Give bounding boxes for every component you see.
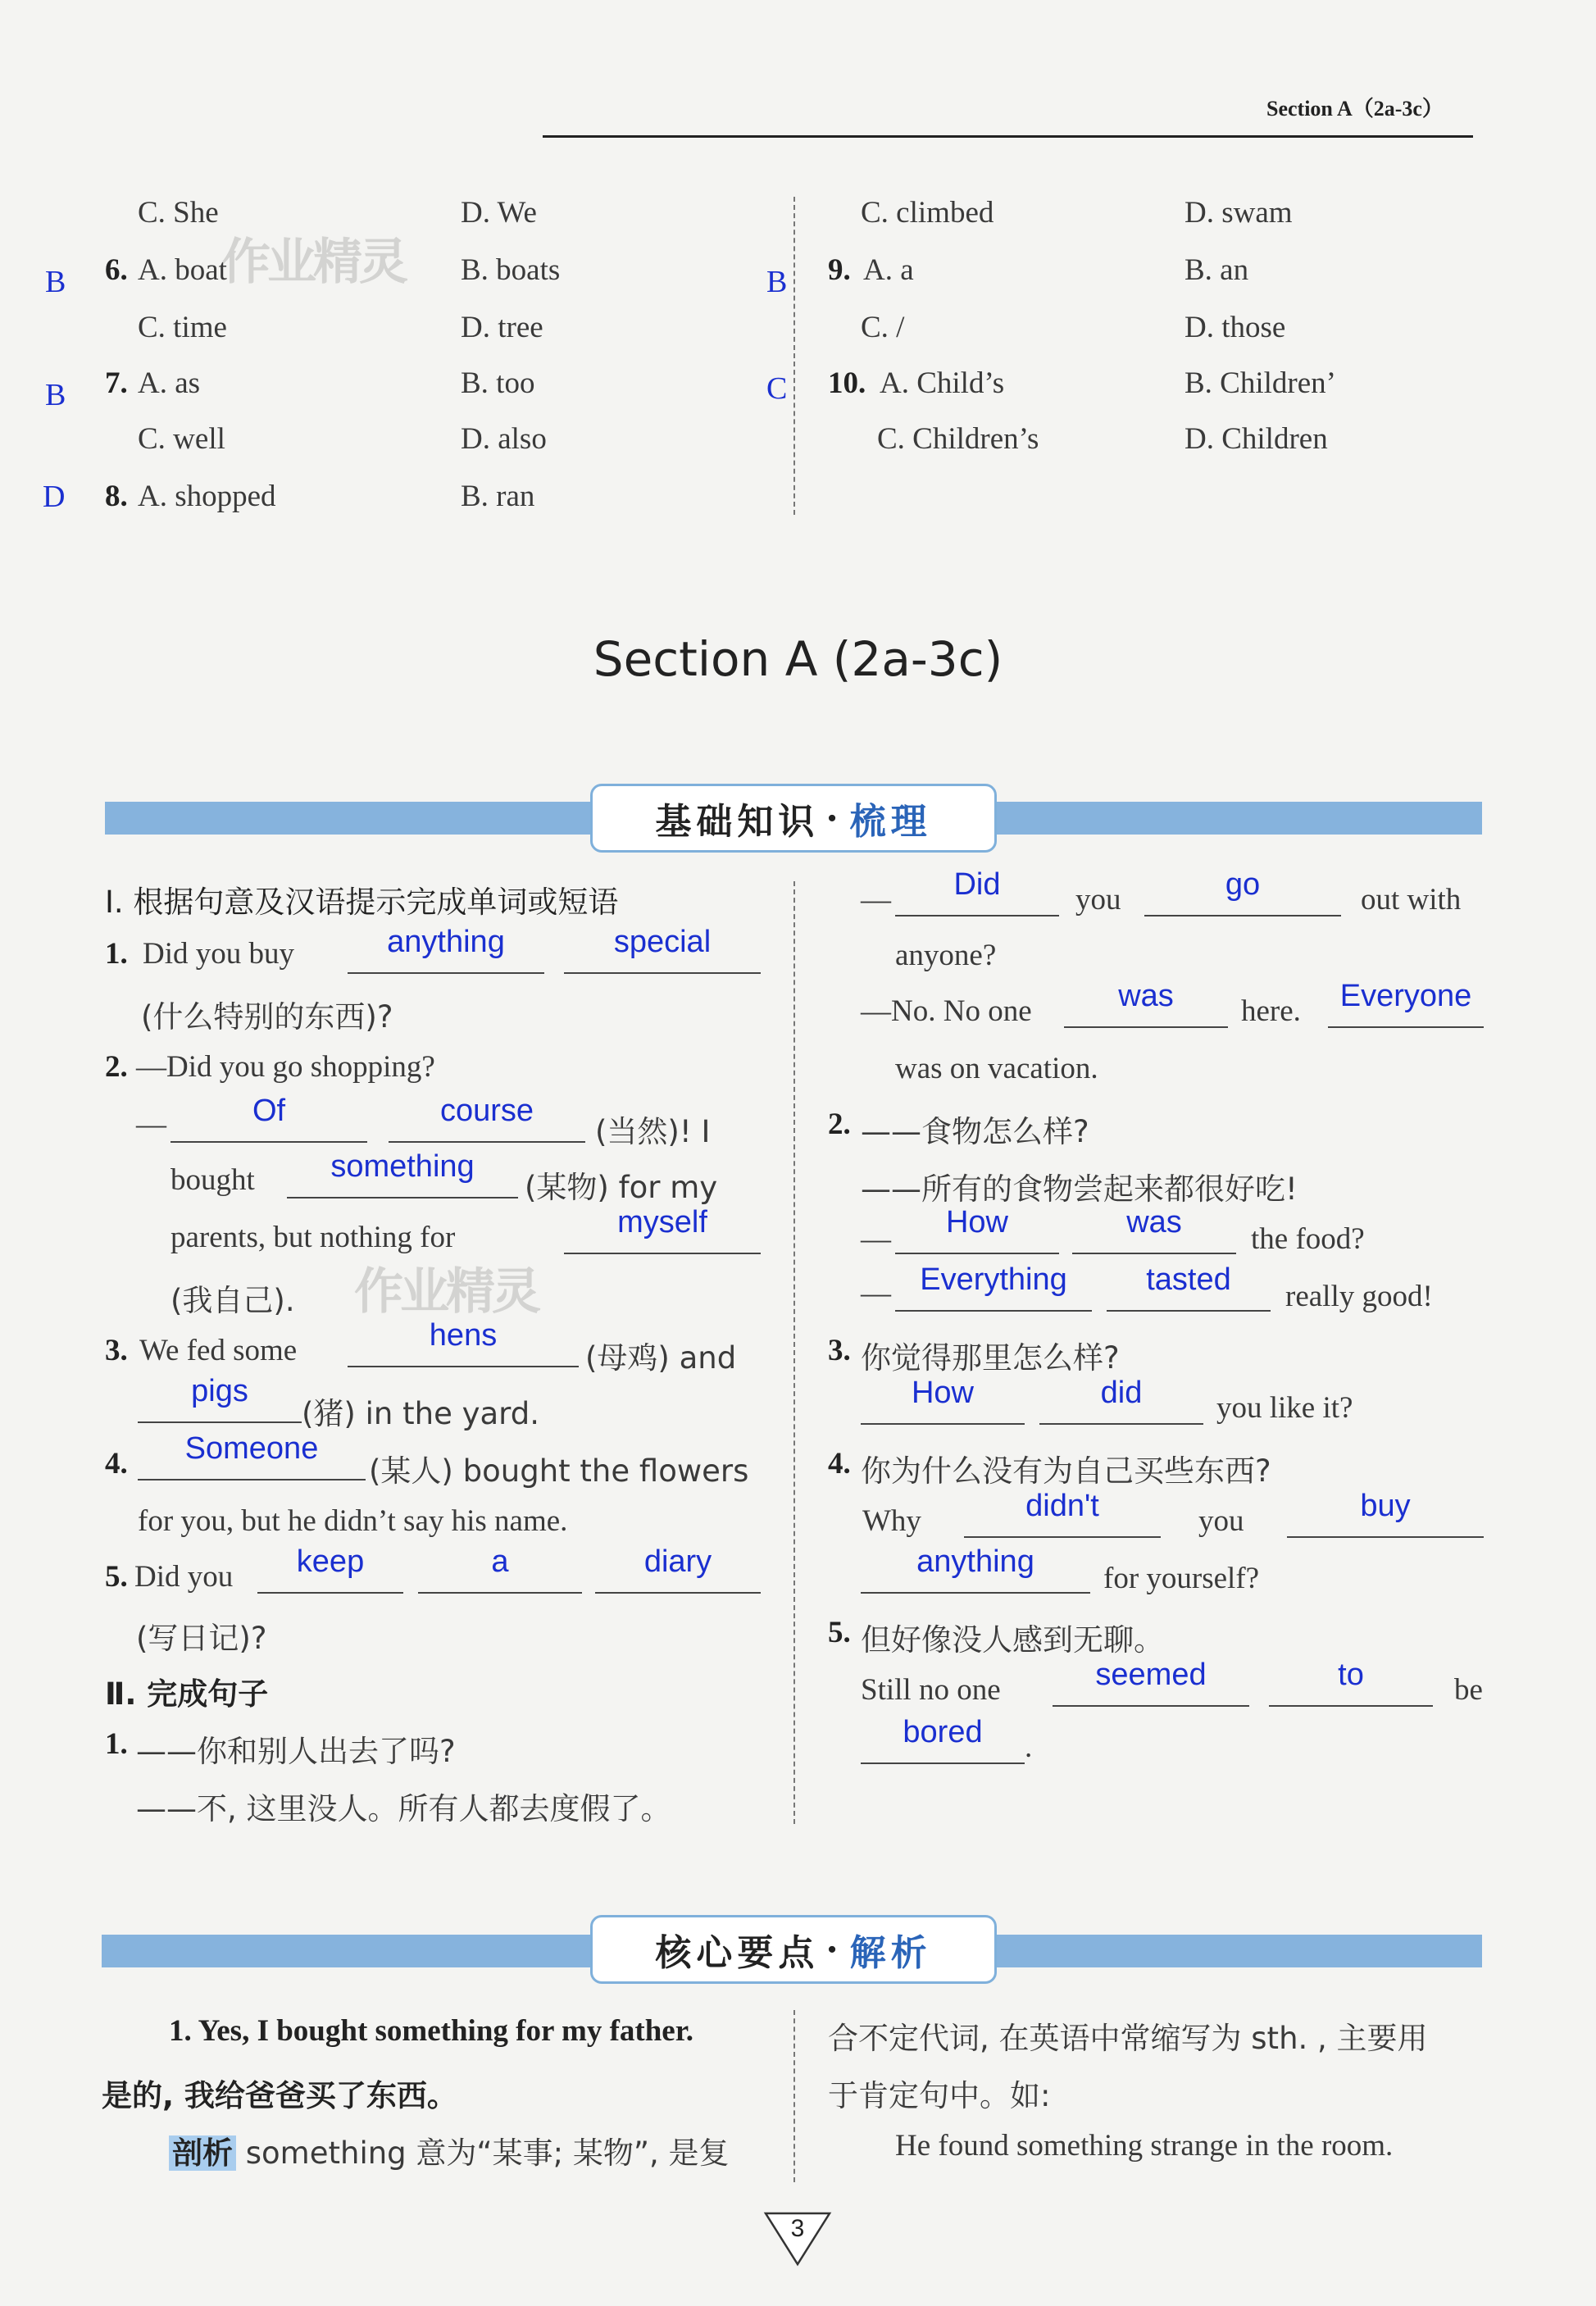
band-label-main: 核心要点 — [655, 1932, 820, 1974]
blank-answer: keep — [296, 1544, 365, 1579]
question-text: ——你和别人出去了吗? — [136, 1734, 456, 1769]
option: D. We — [461, 196, 537, 230]
question-text: (写日记)? — [136, 1621, 267, 1656]
blank-answer: didn't — [1025, 1489, 1099, 1523]
dash: — — [136, 1108, 166, 1141]
band-label-dot: · — [825, 1928, 843, 1971]
option: D. those — [1184, 311, 1286, 344]
question-text: ——所有的食物尝起来都很好吃! — [861, 1171, 1298, 1207]
band-label-sub: 梳理 — [849, 801, 932, 843]
blank-answer: bored — [903, 1715, 983, 1749]
question-number: 2. — [105, 1050, 128, 1084]
blank-line — [348, 1366, 579, 1367]
blank-line — [171, 1141, 367, 1143]
blank-line — [895, 915, 1059, 916]
question-text: Did you buy — [143, 937, 294, 971]
section-title: Section A (2a-3c) — [593, 631, 1003, 687]
option: A. boat — [138, 253, 227, 287]
question-text: 但好像没人感到无聊。 — [861, 1622, 1164, 1658]
question-text: Did you — [134, 1560, 234, 1594]
question-text: Why — [862, 1504, 921, 1538]
blank-answer: go — [1225, 867, 1261, 902]
blank-answer: diary — [643, 1544, 712, 1579]
band-label-main: 基础知识 — [655, 801, 820, 843]
question-text: —No. No one — [861, 994, 1032, 1028]
option: B. boats — [461, 253, 561, 287]
question-text: We fed some — [139, 1334, 298, 1367]
blank-line — [1269, 1705, 1433, 1707]
blank-line — [1072, 1253, 1236, 1254]
blank-answer: anything — [916, 1544, 1034, 1579]
blank-answer: How — [945, 1205, 1009, 1239]
blank-line — [564, 972, 761, 974]
watermark-logo: 作业精灵 — [221, 234, 405, 291]
analysis-body — [169, 2128, 730, 2172]
question-text: (猪) in the yard. — [302, 1396, 539, 1431]
option: C. Children’s — [877, 422, 1039, 456]
answer-letter: B — [766, 265, 788, 299]
question-text: ——食物怎么样? — [861, 1114, 1089, 1149]
question-text: anyone? — [895, 939, 997, 972]
question-number: 1. — [105, 1727, 128, 1761]
option: C. climbed — [861, 196, 994, 230]
question-number: 5. — [105, 1560, 128, 1594]
question-number: 7. — [105, 366, 128, 400]
blank-line — [595, 1592, 761, 1594]
band-label — [590, 1915, 997, 1984]
blank-answer: myself — [617, 1205, 707, 1239]
blank-line — [389, 1141, 585, 1143]
blank-answer: was — [1118, 979, 1174, 1013]
part-heading: Ⅰ. 根据句意及汉语提示完成单词或短语 — [105, 885, 619, 920]
dash: — — [861, 883, 891, 916]
blank-line — [861, 1592, 1090, 1594]
option: D. tree — [461, 311, 543, 344]
option: A. shopped — [138, 480, 276, 513]
blank-answer: Someone — [184, 1431, 319, 1466]
question-number: 10. — [828, 366, 866, 400]
blank-answer: course — [439, 1094, 534, 1128]
question-number: 2. — [828, 1108, 851, 1141]
option: D. also — [461, 422, 547, 456]
header-rule — [543, 135, 1473, 138]
analysis-text: 于肯定句中。如: — [828, 2078, 1051, 2113]
option: C. She — [138, 196, 219, 230]
question-text: —Did you go shopping? — [136, 1050, 435, 1084]
blank-answer: did — [1100, 1376, 1143, 1410]
question-text: ——不, 这里没人。所有人都去度假了。 — [136, 1791, 671, 1826]
blank-line — [1107, 1310, 1271, 1312]
question-text: (什么特别的东西)? — [141, 999, 393, 1035]
blank-line — [138, 1421, 302, 1423]
page-number-badge — [761, 2210, 834, 2267]
option: A. a — [863, 253, 914, 287]
question-text: you — [1198, 1504, 1244, 1538]
blank-answer: a — [491, 1544, 509, 1579]
question-number: 5. — [828, 1616, 851, 1649]
blank-line — [1039, 1423, 1203, 1425]
blank-answer: Of — [252, 1094, 286, 1128]
question-text: (某物) for my — [525, 1170, 718, 1205]
blank-answer: something — [330, 1149, 475, 1184]
blank-line — [1328, 1026, 1484, 1028]
blank-answer: special — [613, 925, 712, 959]
option: B. an — [1184, 253, 1249, 287]
option: C. time — [138, 311, 227, 344]
question-number: 1. — [105, 937, 128, 971]
question-number: 3. — [828, 1334, 851, 1367]
analysis-translation: 是的, 我给爸爸买了东西。 — [102, 2078, 457, 2113]
question-text: for yourself? — [1103, 1562, 1260, 1595]
question-text: bought — [171, 1163, 255, 1197]
answer-letter: B — [45, 378, 66, 412]
question-number: 8. — [105, 480, 128, 513]
option: B. too — [461, 366, 535, 400]
analysis-text: 合不定代词, 在英语中常缩写为 sth. , 主要用 — [828, 2021, 1428, 2056]
question-text: Still no one — [861, 1673, 1001, 1707]
option: D. Children — [1184, 422, 1328, 456]
analysis-tag: 剖析 — [169, 2135, 236, 2171]
blank-answer: pigs — [191, 1374, 248, 1408]
answer-letter: B — [45, 265, 66, 299]
option: A. Child’s — [880, 366, 1005, 400]
band-label-sub: 解析 — [849, 1932, 932, 1974]
blank-line — [257, 1592, 403, 1594]
blank-line — [1053, 1705, 1249, 1707]
column-divider — [793, 2010, 795, 2182]
question-text: here. — [1241, 994, 1301, 1028]
blank-line — [287, 1197, 518, 1198]
question-text: (我自己). — [171, 1283, 295, 1318]
running-header: Section A（2a-3c） — [1266, 97, 1444, 121]
analysis-example: He found something strange in the room. — [895, 2129, 1394, 2163]
answer-letter: C — [766, 371, 788, 406]
question-number: 6. — [105, 253, 128, 287]
blank-line — [1287, 1536, 1484, 1538]
blank-line — [895, 1253, 1059, 1254]
dash: — — [861, 1222, 891, 1256]
blank-line — [564, 1253, 761, 1254]
option: D. swam — [1184, 196, 1293, 230]
dash: — — [861, 1276, 891, 1310]
blank-answer: tasted — [1146, 1262, 1231, 1297]
blank-line — [895, 1310, 1092, 1312]
blank-answer: How — [911, 1376, 975, 1410]
column-divider — [793, 197, 795, 515]
question-text: out with — [1361, 883, 1462, 916]
question-number: 4. — [828, 1447, 851, 1480]
question-text: really good! — [1285, 1280, 1433, 1313]
question-text: you — [1075, 883, 1121, 916]
answer-letter: D — [43, 480, 66, 514]
band-label — [590, 784, 997, 853]
band-label-dot: · — [825, 797, 843, 839]
option: C. well — [138, 422, 225, 456]
blank-line — [138, 1479, 366, 1480]
page-number: 3 — [790, 2215, 805, 2242]
blank-line — [964, 1536, 1161, 1538]
question-text: you like it? — [1216, 1391, 1353, 1425]
blank-line — [861, 1762, 1025, 1764]
option: A. as — [138, 366, 201, 400]
analysis-title: 1. Yes, I bought something for my father. — [169, 2014, 693, 2048]
question-number: 3. — [105, 1334, 128, 1367]
question-text: parents, but nothing for — [171, 1221, 456, 1254]
blank-answer: Everyone — [1339, 979, 1472, 1013]
analysis-text: something 意为“某事; 某物”, 是复 — [245, 2135, 730, 2171]
watermark-logo: 作业精灵 — [354, 1263, 538, 1321]
option: B. ran — [461, 480, 535, 513]
blank-line — [1144, 915, 1341, 916]
blank-answer: hens — [429, 1318, 498, 1353]
blank-answer: Everything — [920, 1262, 1067, 1297]
blank-answer: anything — [387, 925, 505, 959]
question-text: (母鸡) and — [585, 1340, 737, 1376]
blank-answer: buy — [1360, 1489, 1411, 1523]
question-text: 你觉得那里怎么样? — [861, 1340, 1120, 1376]
option: B. Children’ — [1184, 366, 1336, 400]
question-text: the food? — [1251, 1222, 1365, 1256]
question-text: be — [1454, 1673, 1483, 1707]
blank-answer: to — [1338, 1658, 1364, 1692]
blank-answer: Did — [953, 867, 1001, 902]
question-text: 你为什么没有为自己买些东西? — [861, 1453, 1271, 1489]
period: . — [1025, 1731, 1033, 1764]
column-divider — [793, 881, 795, 1824]
question-text: (当然)! I — [595, 1114, 711, 1149]
question-text: (某人) bought the flowers — [369, 1453, 749, 1489]
question-number: 9. — [828, 253, 851, 287]
blank-line — [861, 1423, 1025, 1425]
question-text: was on vacation. — [895, 1052, 1098, 1085]
blank-line — [418, 1592, 582, 1594]
question-text: for you, but he didn’t say his name. — [138, 1504, 568, 1538]
part-heading: Ⅱ. 完成句子 — [105, 1676, 269, 1712]
option: C. / — [861, 311, 905, 344]
blank-line — [348, 972, 544, 974]
question-number: 4. — [105, 1447, 128, 1480]
blank-answer: was — [1126, 1205, 1182, 1239]
blank-answer: seemed — [1095, 1658, 1207, 1692]
blank-line — [1064, 1026, 1228, 1028]
